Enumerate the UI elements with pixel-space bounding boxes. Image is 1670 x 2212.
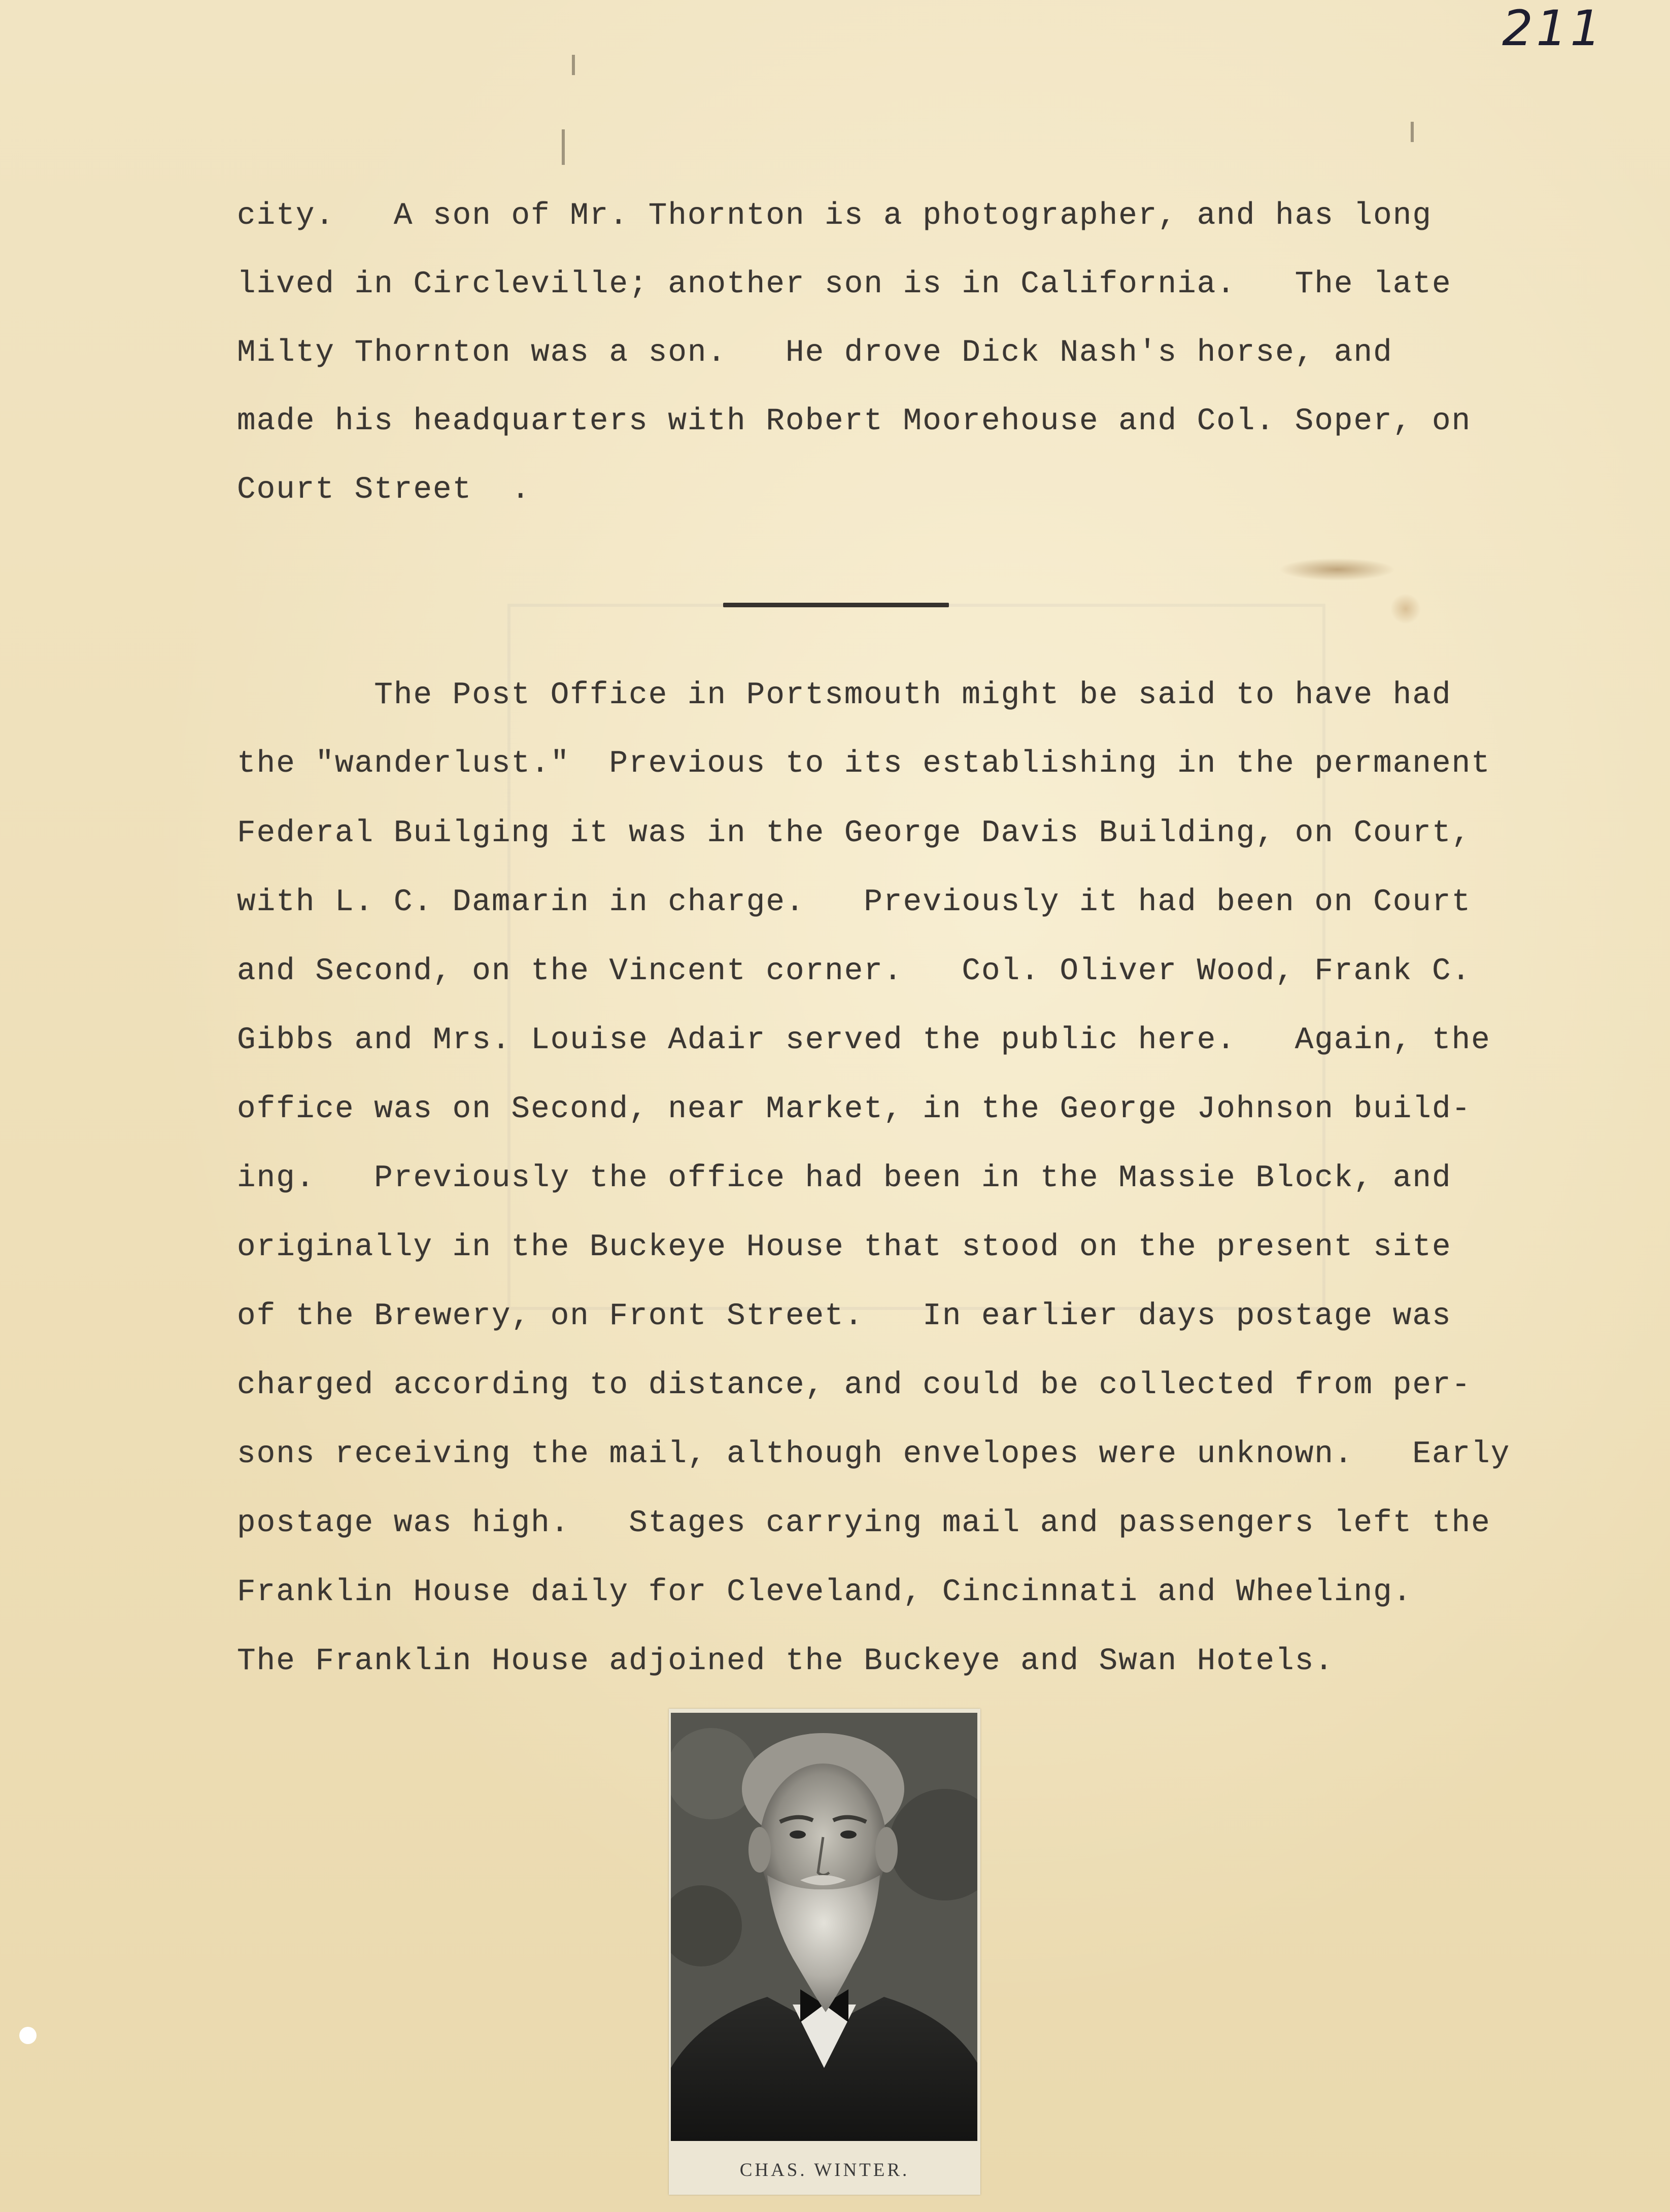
- punch-hole: [19, 2027, 37, 2044]
- paper-stain-small: [1390, 594, 1421, 624]
- text-line: Court Street .: [237, 472, 531, 507]
- portrait-image: [671, 1713, 977, 2141]
- photo-caption: CHAS. WINTER.: [739, 2160, 910, 2181]
- text-line: Franklin House daily for Cleveland, Cincinnati and Wheeling.: [237, 1575, 1413, 1610]
- newspaper-clipping: [669, 1709, 980, 2195]
- text-line: The Post Office in Portsmouth might be said to have had: [237, 678, 1452, 713]
- text-line: charged according to distance, and could be collected from per-: [237, 1368, 1472, 1403]
- paper-mark: [572, 55, 575, 75]
- paper-mark: [1411, 122, 1414, 142]
- text-line: Gibbs and Mrs. Louise Adair served the public here. Again, the: [237, 1023, 1491, 1058]
- text-line: city. A son of Mr. Thornton is a photographer, and has long: [237, 198, 1432, 233]
- page-number: 211: [1502, 0, 1605, 57]
- text-line: The Franklin House adjoined the Buckeye and Swan Hotels.: [237, 1644, 1334, 1679]
- text-line: office was on Second, near Market, in the George Johnson build-: [237, 1092, 1472, 1127]
- text-line: Federal Builging it was in the George Davis Building, on Court,: [237, 816, 1472, 851]
- text-line: of the Brewery, on Front Street. In earlier days postage was: [237, 1299, 1452, 1334]
- text-line: and Second, on the Vincent corner. Col. Oliver Wood, Frank C.: [237, 954, 1472, 989]
- text-line: originally in the Buckeye House that stood on the present site: [237, 1230, 1452, 1265]
- text-line: postage was high. Stages carrying mail and passengers left the: [237, 1506, 1491, 1541]
- text-line: made his headquarters with Robert Moorehouse and Col. Soper, on: [237, 404, 1472, 439]
- portrait-photo: [671, 1713, 977, 2141]
- paper-mark: [562, 129, 565, 165]
- text-line: Milty Thornton was a son. He drove Dick Nash's horse, and: [237, 335, 1393, 370]
- section-divider: [723, 603, 949, 607]
- text-line: with L. C. Damarin in charge. Previously it had been on Court: [237, 885, 1472, 920]
- text-line: sons receiving the mail, although envelopes were unknown. Early: [237, 1437, 1511, 1472]
- text-line: the "wanderlust." Previous to its establishing in the permanent: [237, 746, 1491, 781]
- paper-stain: [1279, 558, 1395, 581]
- text-line: ing. Previously the office had been in the Massie Block, and: [237, 1161, 1452, 1196]
- text-line: lived in Circleville; another son is in California. The late: [237, 267, 1452, 302]
